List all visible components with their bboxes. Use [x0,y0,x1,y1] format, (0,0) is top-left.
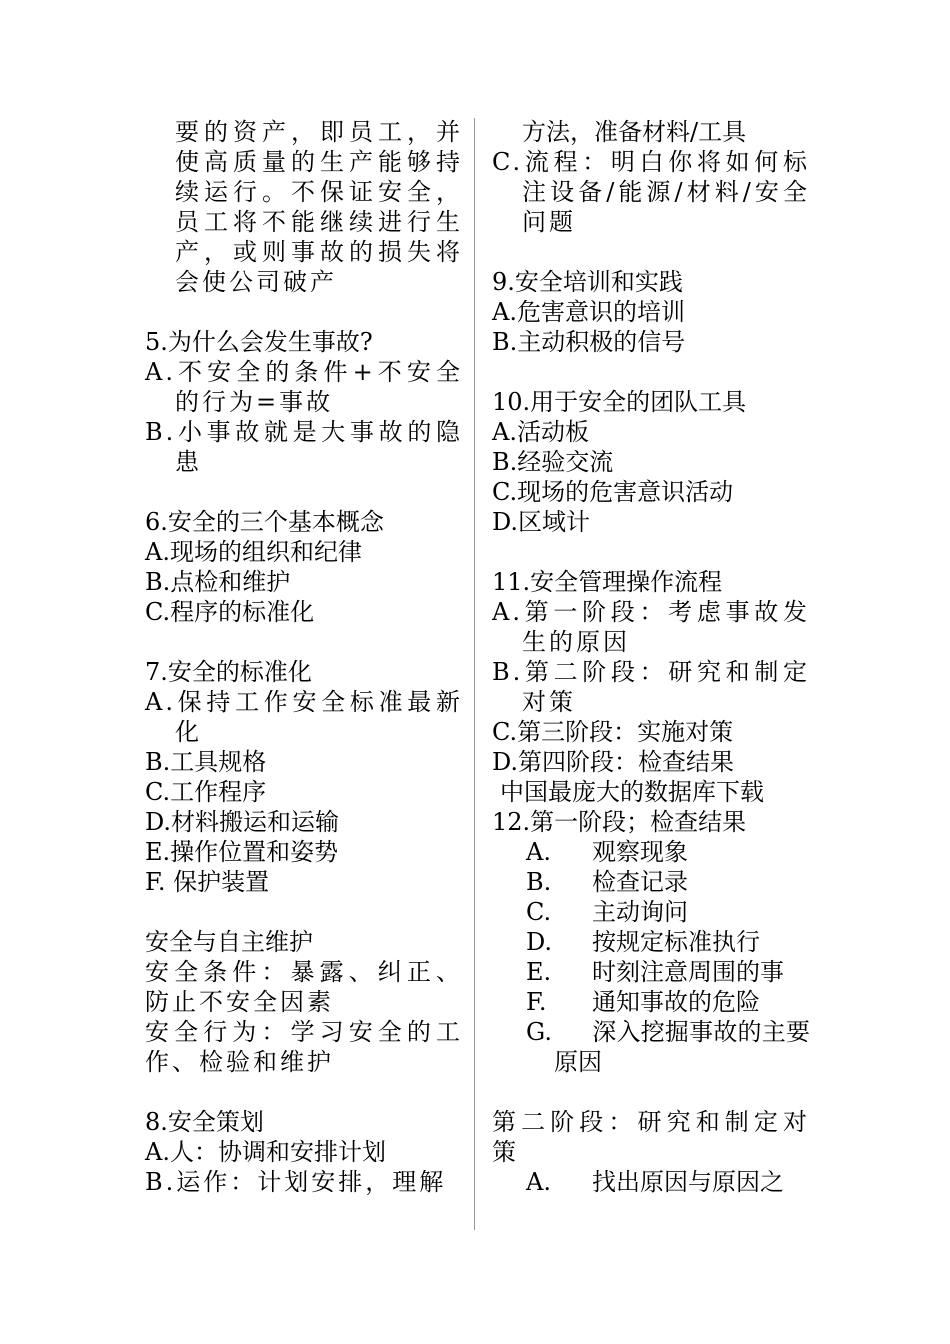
q12-item-d: D. 按规定标准执行 [526,928,760,956]
q7-item-c: C.工作程序 [145,778,267,806]
q11-item-b: B.第二阶段：研究和制定对策 [492,658,810,716]
q7-item-b: B.工具规格 [145,748,267,776]
q12-item-b: B. 检查记录 [526,868,688,896]
q12-item-f: F. 通知事故的危险 [526,988,760,1016]
q12-item-e: E. 时刻注意周围的事 [526,958,784,986]
q8b-continuation: 方法，准备材料/工具 [522,118,747,146]
q8-item-b: B.运作：计划安排，理解 [145,1168,447,1196]
q7-title: 7.安全的标准化 [145,658,312,686]
intro-continuation: 要的资产，即员工，并使高质量的生产能够持续运行。不保证安全，员工将不能继续进行生产，或则事故的损失将会使公司破产 [175,118,463,296]
q7-item-f: F. 保护装置 [145,868,270,896]
safety-conditions: 安全条件：暴露、纠正、防止不安全因素 [145,958,463,1016]
right-column [492,117,810,1197]
q10-item-b: B.经验交流 [492,448,614,476]
q12-item-a: A. 观察现象 [526,838,688,866]
q8-item-c: C.流程：明白你将如何标注设备/能源/材料/安全问题 [492,148,810,236]
q6-item-b: B.点检和维护 [145,568,291,596]
q12-title: 12.第一阶段；检查结果 [492,808,747,836]
q10-item-c: C.现场的危害意识活动 [492,478,734,506]
left-column [145,117,463,1197]
q9-title: 9.安全培训和实践 [492,268,683,296]
q12-item-g: G. 深入挖掘事故的主要原因 [526,1018,810,1076]
q11-item-a: A.第一阶段：考虑事故发生的原因 [492,598,810,656]
q10-item-a: A.活动板 [492,418,589,446]
q7-item-d: D.材料搬运和运输 [145,808,340,836]
q5-item-b: B.小事故就是大事故的隐患 [145,418,463,476]
q10-title: 10.用于安全的团队工具 [492,388,747,416]
q8-item-a: A.人：协调和安排计划 [145,1138,386,1166]
q10-item-d: D.区域计 [492,508,591,536]
q7-item-e: E.操作位置和姿势 [145,838,339,866]
q9-item-a: A.危害意识的培训 [492,298,685,326]
q5-title: 5.为什么会发生事故? [145,328,373,356]
q12-item-c: C. 主动询问 [526,898,688,926]
q6-title: 6.安全的三个基本概念 [145,508,384,536]
q5-item-a: A.不安全的条件+不安全的行为=事故 [145,358,463,416]
q6-item-c: C.程序的标准化 [145,598,315,626]
q11-item-d: D.第四阶段：检查结果 [492,748,735,776]
q7-item-a: A.保持工作安全标准最新化 [145,688,463,746]
safety-behavior: 安全行为：学习安全的工作、检验和维护 [145,1018,463,1076]
watermark-ad-text: 中国最庞大的数据库下载 [500,778,764,806]
stage2-title: 第二阶段：研究和制定对策 [492,1108,810,1166]
q11-item-c: C.第三阶段：实施对策 [492,718,734,746]
stage2-item-a: A. 找出原因与原因之 [526,1168,784,1196]
q8-title: 8.安全策划 [145,1108,264,1136]
q9-item-b: B.主动积极的信号 [492,328,686,356]
q6-item-a: A.现场的组织和纪律 [145,538,362,566]
maintenance-title: 安全与自主维护 [145,928,313,956]
column-divider [474,118,475,1230]
q11-title: 11.安全管理操作流程 [492,568,723,596]
